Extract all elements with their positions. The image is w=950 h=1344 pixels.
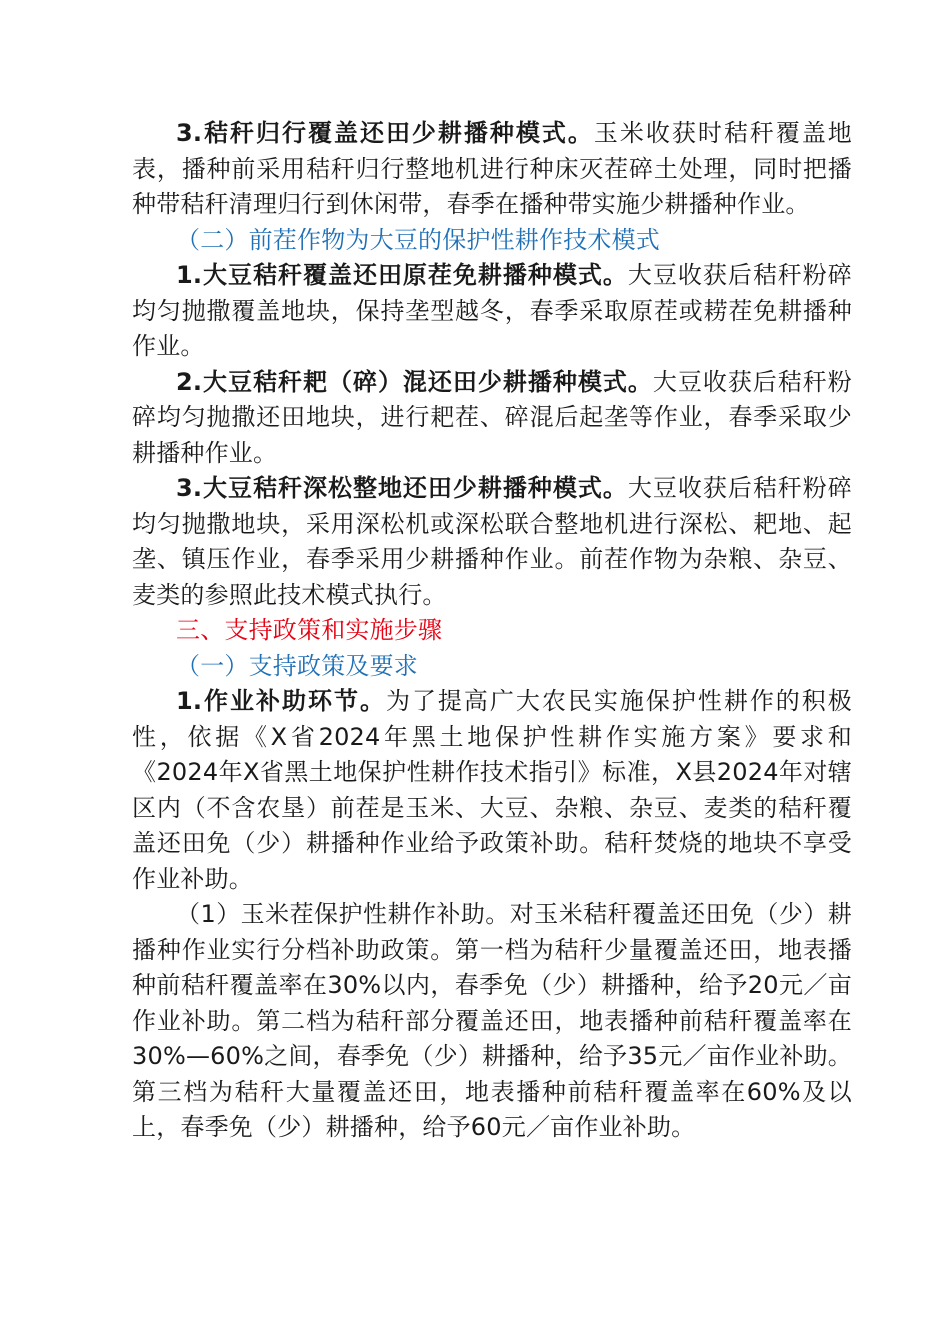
paragraph-lead: 3.秸秆归行覆盖还田少耕播种模式。 xyxy=(176,119,594,147)
paragraph-text: 大豆收获后秸秆粉碎均匀抛撒地块，采用深松机或深松联合整地机进行深松、耙地、起垄、镇压作业，春季采用少耕播种作业。前茬作物为杂粮、杂豆、麦类的参照此技术模式执行。 xyxy=(132,474,852,609)
paragraph-text: 大豆收获后秸秆粉碎均匀抛撒还田地块，进行耙茬、碎混后起垄等作业，春季采取少耕播种作业。 xyxy=(132,367,852,467)
section-heading-policy-requirements: （一）支持政策及要求 xyxy=(176,651,418,680)
paragraph-soybean-mode-3 xyxy=(132,471,852,613)
paragraph-lead: 1.大豆秸秆覆盖还田原茬免耕播种模式。 xyxy=(176,261,628,289)
paragraph-corn-subsidy xyxy=(132,897,852,1146)
paragraph-soybean-mode-2 xyxy=(132,365,852,472)
paragraph-soybean-mode-1 xyxy=(132,258,852,365)
paragraph-text: 大豆收获后秸秆粉碎均匀抛撒覆盖地块，保持垄型越冬，春季采取原茬或耢茬免耕播种作业。 xyxy=(132,261,852,360)
paragraph-lead: 3.大豆秸秆深松整地还田少耕播种模式。 xyxy=(176,474,628,502)
paragraph-text: 玉米收获时秸秆覆盖地表，播种前采用秸秆归行整地机进行种床灭茬碎土处理，同时把播种带秸秆清理归行到休闲带，春季在播种带实施少耕播种作业。 xyxy=(132,119,853,218)
paragraph-subsidy-stage xyxy=(132,684,852,897)
paragraph-text: （1）玉米茬保护性耕作补助。对玉米秸秆覆盖还田免（少）耕播种作业实行分档补助政策。第一档为秸秆少量覆盖还田，地表播种前秸秆覆盖率在30%以内，春季免（少）耕播种，给予20元／亩作业补助。第二档为秸秆部分覆盖还田，地表播种前秸秆覆盖率在30%—60%之间，春季免（少）耕播种，给予35元／亩作业补助。第三档为秸秆大量覆盖还田，地表播种前秸秆覆盖率在60%及以上，春季免（少）耕播种，给予60元／亩作业补助。 xyxy=(132,900,852,1141)
document-body xyxy=(132,116,852,1146)
paragraph-mode-3-corn xyxy=(132,116,852,223)
paragraph-lead: 2.大豆秸秆耙（碎）混还田少耕播种模式。 xyxy=(176,367,653,396)
chapter-heading-policy: 三、支持政策和实施步骤 xyxy=(176,616,443,644)
section-heading-soybean: （二）前茬作物为大豆的保护性耕作技术模式 xyxy=(176,225,660,254)
paragraph-text: 为了提高广大农民实施保护性耕作的积极性，依据《X省2024年黑土地保护性耕作实施方案》要求和《2024年X省黑土地保护性耕作技术指引》标准，X县2024年对辖区内（不含农垦）前茬是玉米、大豆、杂粮、杂豆、麦类的秸秆覆盖还田免（少）耕播种作业给予政策补助。秸秆焚烧的地块不享受作业补助。 xyxy=(132,687,852,893)
paragraph-lead: 1.作业补助环节。 xyxy=(176,687,386,715)
